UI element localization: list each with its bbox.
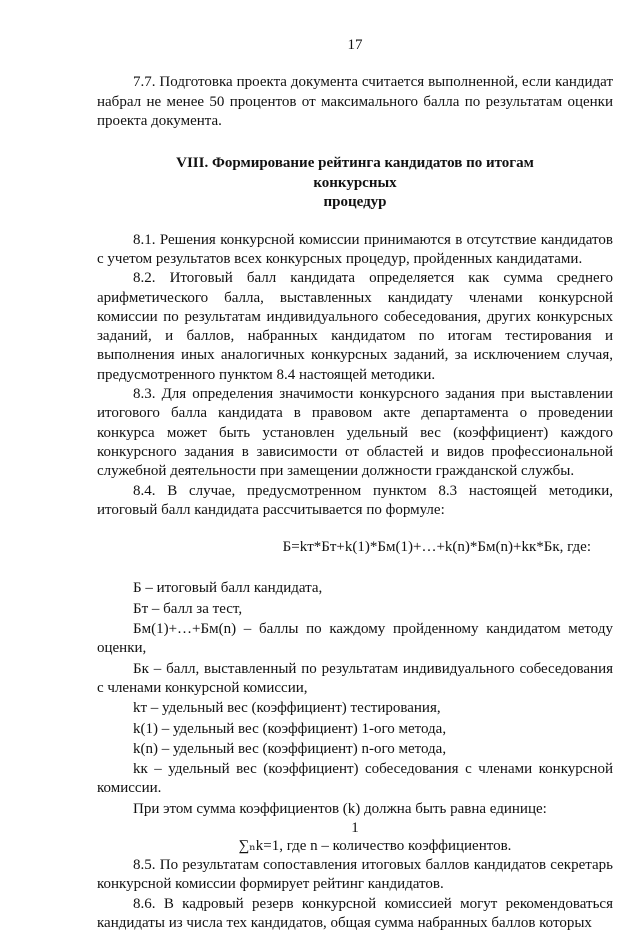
section-heading bbox=[137, 154, 573, 213]
paragraph-8-6: 8.6. В кадровый резерв конкурсной комиссией могут рекомендоваться кандидаты из числа тех кандидатов, общая сумма набранных баллов которых bbox=[97, 895, 613, 931]
definition-total-score: Б – итоговый балл кандидата, bbox=[133, 580, 323, 597]
section-heading-line1: VIII. Формирование рейтинга кандидатов по итогам конкурсных bbox=[176, 155, 534, 191]
sum-upper-limit: 1 bbox=[351, 820, 359, 836]
definition-interview-weight: kк – удельный вес (коэффициент) собеседования с членами конкурсной комиссии. bbox=[97, 761, 613, 797]
definition-method-scores: Бм(1)+…+Бм(n) – баллы по каждому пройденному кандидатом методу оценки, bbox=[97, 621, 613, 657]
page-number: 17 bbox=[347, 37, 363, 53]
paragraph-8-1: 8.1. Решения конкурсной комиссии принимаются в отсутствие кандидатов с учетом результатов всех конкурсных процедур, пройденных кандидатами. bbox=[97, 231, 613, 267]
rating-formula: Б=kт*Бт+k(1)*Бм(1)+…+k(n)*Бм(n)+kк*Бк, где: bbox=[282, 539, 591, 556]
section-heading-line2: процедур bbox=[323, 194, 387, 211]
paragraph-8-2: 8.2. Итоговый балл кандидата определяется как сумма среднего арифметического балла, выставленных кандидату членами конкурсной комиссии по результатам индивидуального собеседования, других конкурсных заданий, и баллов, набранных кандидатом по итогам тестирования и выполнения иных аналогичных конкурсных заданий, за исключением случая, предусмотренного пунктом 8.4 настоящей методики. bbox=[97, 270, 613, 383]
definition-interview-score: Бк – балл, выставленный по результатам индивидуального собеседования с членами конкурсной комиссии, bbox=[97, 660, 613, 696]
paragraph-8-5: 8.5. По результатам сопоставления итоговых баллов кандидатов секретарь конкурсной комиссии формирует рейтинг кандидатов. bbox=[97, 857, 613, 893]
sum-formula: ∑ₙk=1, где n – количество коэффициентов. bbox=[238, 838, 512, 854]
paragraph-7-7: 7.7. Подготовка проекта документа считается выполненной, если кандидат набрал не менее 50 процентов от максимального балла по результатам оценки проекта документа. bbox=[97, 74, 613, 129]
definition-test-weight: kт – удельный вес (коэффициент) тестирования, bbox=[133, 700, 441, 717]
coefficient-sum-text: При этом сумма коэффициентов (k) должна быть равна единице: bbox=[133, 800, 547, 817]
definition-test-score: Бт – балл за тест, bbox=[133, 600, 243, 617]
definition-methodn-weight: k(n) – удельный вес (коэффициент) n-ого метода, bbox=[133, 740, 447, 757]
paragraph-8-4: 8.4. В случае, предусмотренном пунктом 8.3 настоящей методики, итоговый балл кандидата рассчитывается по формуле: bbox=[97, 482, 613, 518]
definition-method1-weight: k(1) – удельный вес (коэффициент) 1-ого метода, bbox=[133, 720, 447, 737]
paragraph-8-3: 8.3. Для определения значимости конкурсного задания при выставлении итогового балла кандидата в правовом акте департамента о проведении конкурса может быть установлен удельный вес (коэффициент) каждого конкурсного задания в зависимости от областей и видов профессиональной служебной деятельности при замещении должности гражданской службы. bbox=[97, 386, 613, 480]
document-page bbox=[97, 36, 613, 933]
